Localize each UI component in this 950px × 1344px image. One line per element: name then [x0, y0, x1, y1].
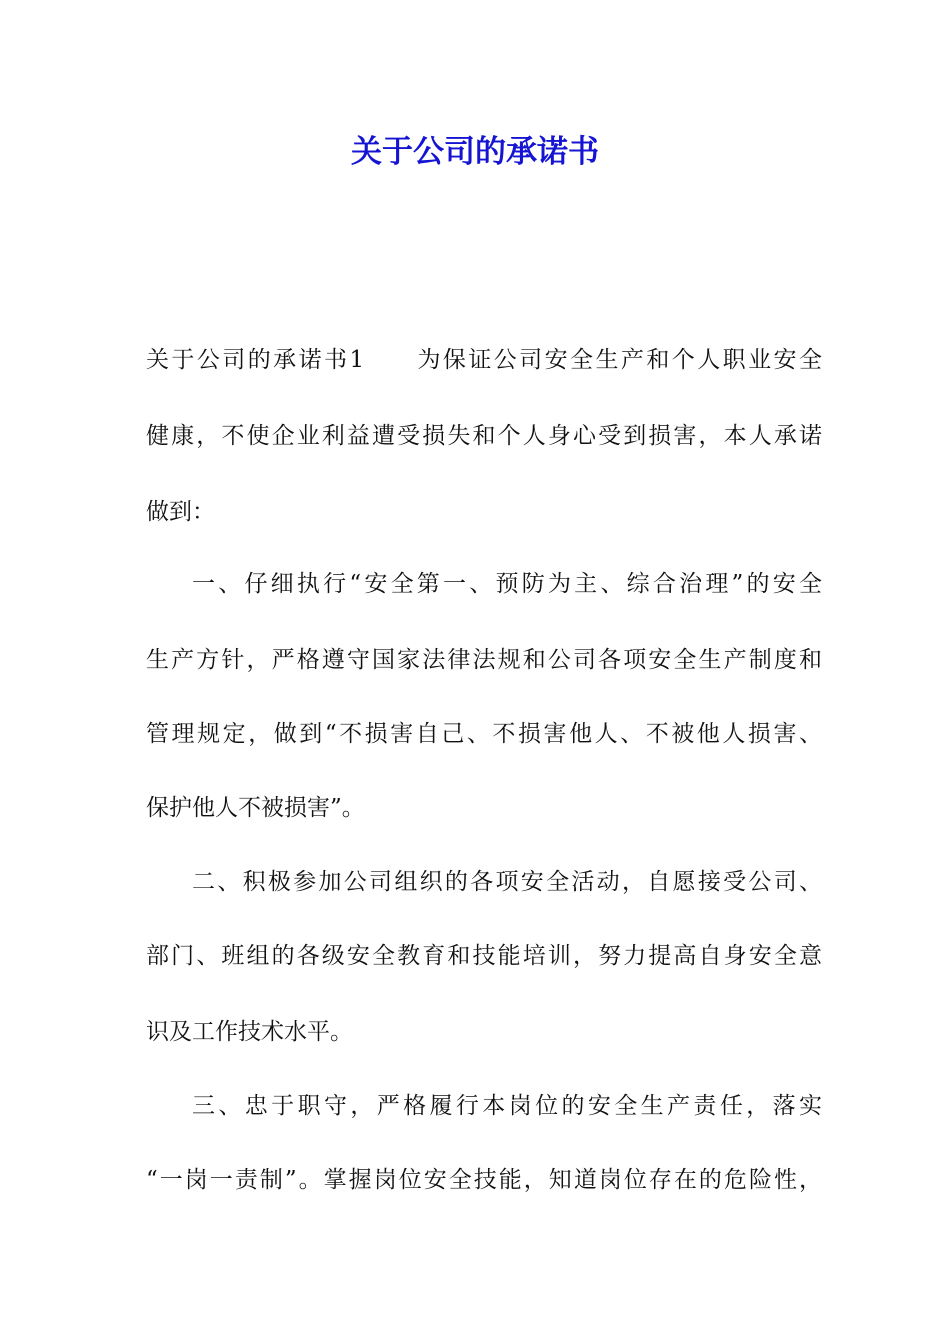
paragraph-3-line-3: 识及工作技术水平。 — [146, 1019, 353, 1045]
paragraph-3-line-1: 二、积极参加公司组织的各项安全活动，自愿接受公司、 — [192, 869, 822, 895]
paragraph-1-line-3: 做到： — [146, 499, 215, 525]
paragraph-2-line-1: 一、仔细执行“安全第一、预防为主、综合治理”的安全 — [192, 571, 822, 597]
paragraph-1-line-1: 关于公司的承诺书1 为保证公司安全生产和个人职业安全 — [146, 347, 822, 373]
paragraph-2-line-3: 管理规定，做到“不损害自己、不损害他人、不被他人损害、 — [146, 721, 822, 747]
paragraph-2-line-2: 生产方针，严格遵守国家法律法规和公司各项安全生产制度和 — [146, 647, 822, 673]
paragraph-2-line-4: 保护他人不被损害”。 — [146, 795, 365, 821]
paragraph-3-line-2: 部门、班组的各级安全教育和技能培训，努力提高自身安全意 — [146, 943, 822, 969]
document-title: 关于公司的承诺书 — [351, 134, 599, 170]
paragraph-1-line-2: 健康，不使企业利益遭受损失和个人身心受到损害，本人承诺 — [146, 423, 822, 449]
paragraph-4-line-1: 三、忠于职守，严格履行本岗位的安全生产责任，落实 — [192, 1093, 822, 1119]
paragraph-4-line-2: “一岗一责制”。掌握岗位安全技能，知道岗位存在的危险性， — [146, 1167, 822, 1193]
